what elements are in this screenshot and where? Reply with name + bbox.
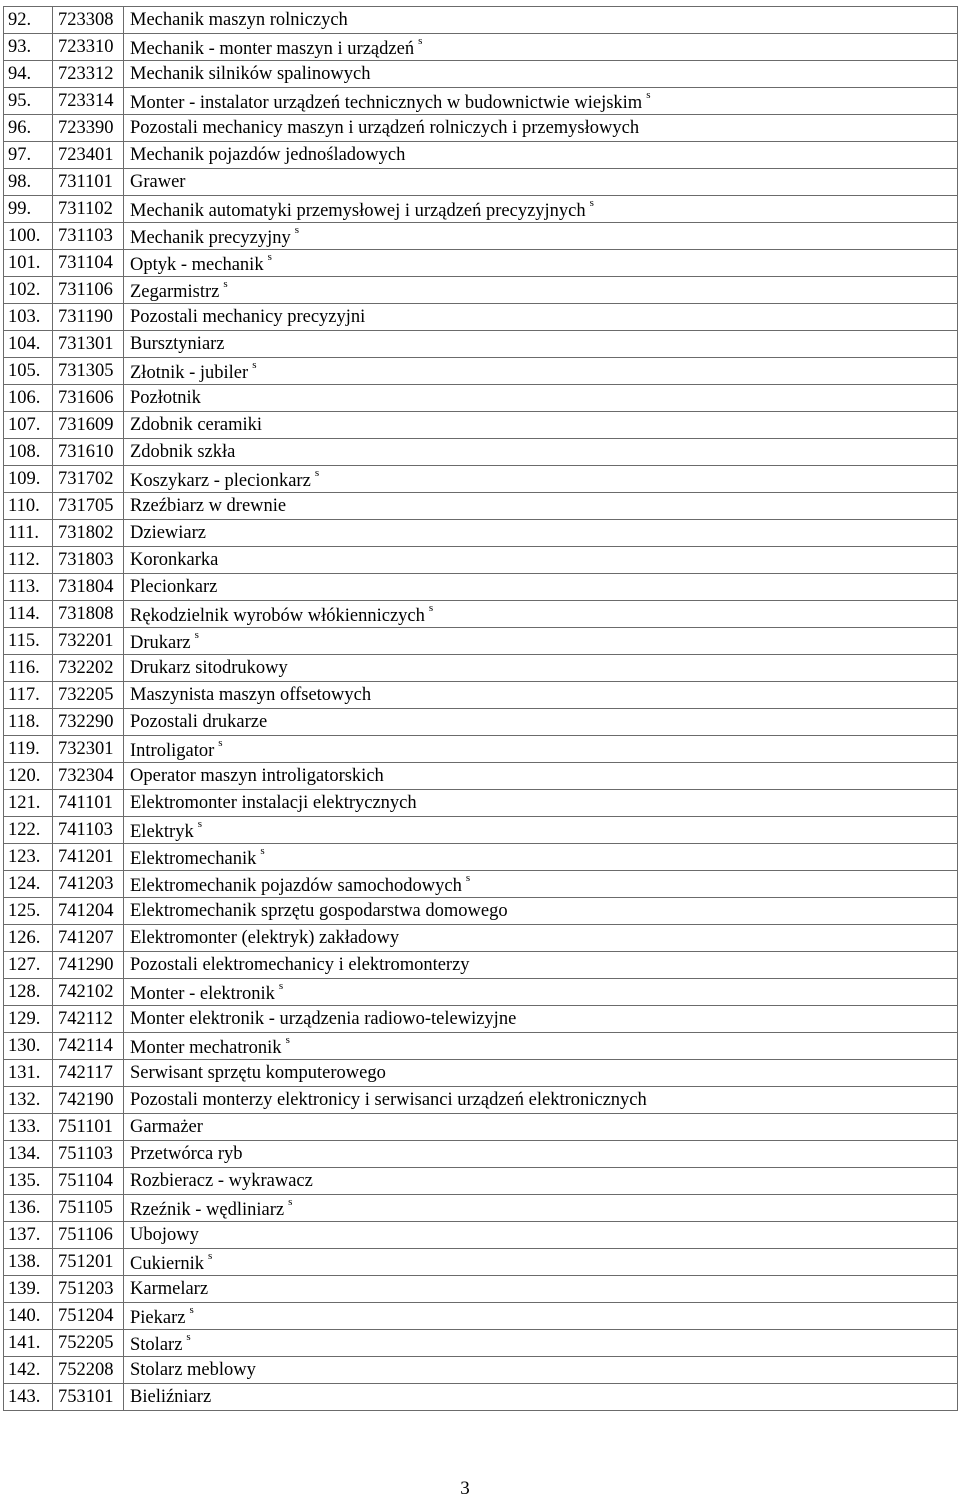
table-row — [4, 817, 958, 844]
occupation-code: 731106 — [53, 277, 124, 304]
footnote-mark: s — [267, 251, 272, 264]
occupation-name-cell — [124, 1006, 958, 1033]
footnote-mark: s — [646, 89, 651, 102]
occupation-name: Optyk - mechanik — [130, 255, 264, 276]
row-number: 102. — [4, 277, 53, 304]
occupation-name: Dziewiarz — [130, 523, 207, 543]
row-number: 131. — [4, 1060, 53, 1087]
row-number: 134. — [4, 1141, 53, 1168]
occupation-name-cell — [124, 898, 958, 925]
occupation-name-cell — [124, 709, 958, 736]
occupation-name: Mechanik pojazdów jednośladowych — [130, 145, 406, 165]
occupation-name: Grawer — [130, 172, 186, 192]
occupation-name: Pozostali monterzy elektronicy i serwisanci urządzeń elektronicznych — [130, 1090, 647, 1110]
occupation-table — [3, 6, 958, 1411]
occupation-name: Ubojowy — [130, 1225, 199, 1245]
occupation-code: 741201 — [53, 844, 124, 871]
occupation-name-cell — [124, 142, 958, 169]
occupation-name: Karmelarz — [130, 1279, 209, 1299]
occupation-name-cell — [124, 115, 958, 142]
table-row — [4, 871, 958, 898]
row-number: 97. — [4, 142, 53, 169]
footnote-mark: s — [418, 35, 423, 48]
occupation-name-cell — [124, 817, 958, 844]
occupation-code: 731609 — [53, 412, 124, 439]
table-row — [4, 520, 958, 547]
occupation-code: 732202 — [53, 655, 124, 682]
occupation-name: Przetwórca ryb — [130, 1144, 243, 1164]
occupation-code: 741203 — [53, 871, 124, 898]
table-row — [4, 196, 958, 223]
table-row — [4, 898, 958, 925]
occupation-code: 731610 — [53, 439, 124, 466]
table-row — [4, 790, 958, 817]
occupation-name: Elektromonter instalacji elektrycznych — [130, 793, 417, 813]
table-row — [4, 601, 958, 628]
occupation-name-cell — [124, 169, 958, 196]
footnote-mark: s — [288, 1196, 293, 1209]
occupation-name: Mechanik automatyki przemysłowej i urządzeń precyzyjnych — [130, 201, 586, 222]
table-row — [4, 1087, 958, 1114]
occupation-name-cell — [124, 385, 958, 412]
occupation-name: Serwisant sprzętu komputerowego — [130, 1063, 386, 1083]
row-number: 139. — [4, 1276, 53, 1303]
occupation-name-cell — [124, 277, 958, 304]
table-row — [4, 1249, 958, 1276]
occupation-name: Elektryk — [130, 822, 194, 843]
footnote-mark: s — [186, 1331, 191, 1344]
occupation-name: Introligator — [130, 741, 215, 762]
table-row — [4, 1357, 958, 1384]
occupation-name: Zdobnik ceramiki — [130, 415, 263, 435]
row-number: 133. — [4, 1114, 53, 1141]
footnote-mark: s — [314, 467, 320, 480]
row-number: 125. — [4, 898, 53, 925]
occupation-code: 741207 — [53, 925, 124, 952]
occupation-code: 751103 — [53, 1141, 124, 1168]
row-number: 118. — [4, 709, 53, 736]
occupation-code: 741101 — [53, 790, 124, 817]
table-row — [4, 547, 958, 574]
occupation-name-cell — [124, 925, 958, 952]
occupation-name-cell — [124, 412, 958, 439]
footnote-mark: s — [218, 737, 223, 750]
occupation-name: Rozbieracz - wykrawacz — [130, 1171, 313, 1191]
table-row — [4, 1033, 958, 1060]
occupation-name: Operator maszyn introligatorskich — [130, 766, 384, 786]
occupation-name-cell — [124, 61, 958, 88]
occupation-code: 731702 — [53, 466, 124, 493]
footnote-mark: s — [208, 1250, 213, 1263]
occupation-name-cell — [124, 736, 958, 763]
occupation-name: Stolarz — [130, 1335, 183, 1356]
occupation-code: 742117 — [53, 1060, 124, 1087]
footnote-mark: s — [260, 845, 265, 858]
occupation-name-cell — [124, 34, 958, 61]
occupation-code: 731101 — [53, 169, 124, 196]
occupation-name: Monter mechatronik — [130, 1038, 282, 1059]
occupation-name-cell — [124, 439, 958, 466]
occupation-name-cell — [124, 1114, 958, 1141]
occupation-name-cell — [124, 547, 958, 574]
row-number: 119. — [4, 736, 53, 763]
occupation-name: Elektromonter (elektryk) zakładowy — [130, 928, 400, 948]
occupation-name: Rękodzielnik wyrobów włókienniczych — [130, 606, 425, 627]
page-number: 3 — [460, 1478, 470, 1499]
occupation-name-cell — [124, 1087, 958, 1114]
occupation-name: Monter - instalator urządzeń technicznych w budownictwie wiejskim — [130, 93, 643, 114]
table-row — [4, 1114, 958, 1141]
occupation-code: 732301 — [53, 736, 124, 763]
occupation-name: Stolarz meblowy — [130, 1360, 256, 1380]
row-number: 99. — [4, 196, 53, 223]
table-row — [4, 277, 958, 304]
occupation-name-cell — [124, 250, 958, 277]
occupation-name-cell — [124, 88, 958, 115]
table-row — [4, 952, 958, 979]
occupation-name-cell — [124, 1222, 958, 1249]
row-number: 126. — [4, 925, 53, 952]
table-row — [4, 574, 958, 601]
occupation-name: Mechanik precyzyjny — [130, 228, 291, 249]
occupation-name-cell — [124, 763, 958, 790]
occupation-name: Mechanik maszyn rolniczych — [130, 10, 348, 30]
occupation-name-cell — [124, 1060, 958, 1087]
occupation-code: 723401 — [53, 142, 124, 169]
table-row — [4, 61, 958, 88]
table-row — [4, 1384, 958, 1411]
row-number: 95. — [4, 88, 53, 115]
occupation-code: 752205 — [53, 1330, 124, 1357]
row-number: 136. — [4, 1195, 53, 1222]
occupation-code: 742112 — [53, 1006, 124, 1033]
occupation-name-cell — [124, 574, 958, 601]
occupation-code: 741204 — [53, 898, 124, 925]
occupation-code: 732304 — [53, 763, 124, 790]
table-row — [4, 7, 958, 34]
occupation-name-cell — [124, 628, 958, 655]
row-number: 121. — [4, 790, 53, 817]
table-row — [4, 682, 958, 709]
table-row — [4, 331, 958, 358]
table-row — [4, 1330, 958, 1357]
table-row — [4, 466, 958, 493]
occupation-name: Maszynista maszyn offsetowych — [130, 685, 372, 705]
occupation-name: Drukarz — [130, 633, 191, 654]
table-row — [4, 250, 958, 277]
table-row — [4, 142, 958, 169]
occupation-name: Pozostali elektromechanicy i elektromonterzy — [130, 955, 470, 975]
table-row — [4, 412, 958, 439]
table-row — [4, 925, 958, 952]
table-row — [4, 1222, 958, 1249]
occupation-name-cell — [124, 844, 958, 871]
occupation-code: 732201 — [53, 628, 124, 655]
row-number: 127. — [4, 952, 53, 979]
occupation-name-cell — [124, 1384, 958, 1411]
occupation-code: 751204 — [53, 1303, 124, 1330]
occupation-code: 751201 — [53, 1249, 124, 1276]
occupation-name-cell — [124, 223, 958, 250]
table-row — [4, 169, 958, 196]
occupation-code: 731103 — [53, 223, 124, 250]
occupation-name-cell — [124, 304, 958, 331]
occupation-name-cell — [124, 196, 958, 223]
row-number: 116. — [4, 655, 53, 682]
table-row — [4, 223, 958, 250]
footnote-mark: s — [197, 818, 202, 831]
row-number: 96. — [4, 115, 53, 142]
row-number: 142. — [4, 1357, 53, 1384]
occupation-name: Koszykarz - plecionkarz — [130, 471, 311, 492]
table-row — [4, 709, 958, 736]
occupation-name-cell — [124, 466, 958, 493]
occupation-name: Złotnik - jubiler — [130, 363, 249, 384]
row-number: 104. — [4, 331, 53, 358]
occupation-name-cell — [124, 358, 958, 385]
row-number: 112. — [4, 547, 53, 574]
table-row — [4, 1006, 958, 1033]
occupation-name: Rzeźbiarz w drewnie — [130, 496, 287, 516]
row-number: 132. — [4, 1087, 53, 1114]
occupation-name: Pozłotnik — [130, 388, 201, 408]
occupation-name-cell — [124, 871, 958, 898]
occupation-name-cell — [124, 1330, 958, 1357]
occupation-name-cell — [124, 1168, 958, 1195]
occupation-name: Zegarmistrz — [130, 282, 220, 303]
footnote-mark: s — [278, 980, 284, 993]
row-number: 94. — [4, 61, 53, 88]
occupation-code: 731705 — [53, 493, 124, 520]
table-row — [4, 358, 958, 385]
occupation-name: Cukiernik — [130, 1254, 204, 1275]
row-number: 100. — [4, 223, 53, 250]
table-row — [4, 844, 958, 871]
occupation-name-cell — [124, 1141, 958, 1168]
occupation-code: 731102 — [53, 196, 124, 223]
row-number: 113. — [4, 574, 53, 601]
occupation-name-cell — [124, 790, 958, 817]
table-row — [4, 439, 958, 466]
table-row — [4, 88, 958, 115]
table-row — [4, 655, 958, 682]
occupation-code: 731802 — [53, 520, 124, 547]
occupation-name-cell — [124, 1249, 958, 1276]
occupation-name: Elektromechanik — [130, 849, 257, 870]
occupation-code: 723390 — [53, 115, 124, 142]
table-row — [4, 34, 958, 61]
row-number: 135. — [4, 1168, 53, 1195]
table-row — [4, 1303, 958, 1330]
occupation-code: 753101 — [53, 1384, 124, 1411]
occupation-code: 723312 — [53, 61, 124, 88]
occupation-code: 742102 — [53, 979, 124, 1006]
row-number: 130. — [4, 1033, 53, 1060]
row-number: 129. — [4, 1006, 53, 1033]
occupation-name-cell — [124, 7, 958, 34]
occupation-code: 751101 — [53, 1114, 124, 1141]
occupation-name-cell — [124, 1195, 958, 1222]
occupation-name: Elektromechanik pojazdów samochodowych — [130, 876, 462, 897]
occupation-code: 731301 — [53, 331, 124, 358]
occupation-name: Pozostali mechanicy maszyn i urządzeń rolniczych i przemysłowych — [130, 118, 640, 138]
occupation-name: Koronkarka — [130, 550, 219, 570]
occupation-code: 731808 — [53, 601, 124, 628]
row-number: 122. — [4, 817, 53, 844]
occupation-code: 731104 — [53, 250, 124, 277]
row-number: 141. — [4, 1330, 53, 1357]
footnote-mark: s — [589, 197, 594, 210]
row-number: 108. — [4, 439, 53, 466]
occupation-name-cell — [124, 1276, 958, 1303]
occupation-table-body — [4, 7, 958, 1411]
occupation-name-cell — [124, 331, 958, 358]
occupation-name-cell — [124, 493, 958, 520]
occupation-name: Monter - elektronik — [130, 984, 275, 1005]
row-number: 123. — [4, 844, 53, 871]
table-row — [4, 628, 958, 655]
occupation-code: 723314 — [53, 88, 124, 115]
occupation-name: Bursztyniarz — [130, 334, 225, 354]
occupation-name-cell — [124, 1303, 958, 1330]
row-number: 101. — [4, 250, 53, 277]
occupation-name: Mechanik silników spalinowych — [130, 64, 371, 84]
occupation-name-cell — [124, 1033, 958, 1060]
occupation-name-cell — [124, 1357, 958, 1384]
occupation-code: 751106 — [53, 1222, 124, 1249]
table-row — [4, 1195, 958, 1222]
row-number: 114. — [4, 601, 53, 628]
occupation-name: Elektromechanik sprzętu gospodarstwa domowego — [130, 901, 508, 921]
table-row — [4, 763, 958, 790]
occupation-name-cell — [124, 655, 958, 682]
table-row — [4, 1276, 958, 1303]
occupation-name: Bieliźniarz — [130, 1387, 212, 1407]
row-number: 107. — [4, 412, 53, 439]
footnote-mark: s — [285, 1034, 290, 1047]
occupation-name: Pozostali drukarze — [130, 712, 268, 732]
row-number: 138. — [4, 1249, 53, 1276]
occupation-name-cell — [124, 952, 958, 979]
occupation-code: 742114 — [53, 1033, 124, 1060]
occupation-name: Rzeźnik - wędliniarz — [130, 1200, 285, 1221]
occupation-code: 751105 — [53, 1195, 124, 1222]
row-number: 109. — [4, 466, 53, 493]
footnote-mark: s — [194, 629, 199, 642]
occupation-code: 741290 — [53, 952, 124, 979]
row-number: 93. — [4, 34, 53, 61]
row-number: 98. — [4, 169, 53, 196]
row-number: 117. — [4, 682, 53, 709]
occupation-code: 751104 — [53, 1168, 124, 1195]
table-row — [4, 1141, 958, 1168]
occupation-code: 731606 — [53, 385, 124, 412]
occupation-name: Piekarz — [130, 1308, 186, 1329]
footnote-mark: s — [294, 224, 300, 237]
row-number: 120. — [4, 763, 53, 790]
occupation-name: Drukarz sitodrukowy — [130, 658, 288, 678]
occupation-code: 731305 — [53, 358, 124, 385]
occupation-name: Zdobnik szkła — [130, 442, 236, 462]
occupation-name: Mechanik - monter maszyn i urządzeń — [130, 39, 415, 60]
occupation-name: Plecionkarz — [130, 577, 218, 597]
footnote-mark: s — [252, 359, 257, 372]
table-row — [4, 736, 958, 763]
occupation-code: 752208 — [53, 1357, 124, 1384]
occupation-name-cell — [124, 682, 958, 709]
table-row — [4, 979, 958, 1006]
occupation-code: 723310 — [53, 34, 124, 61]
row-number: 111. — [4, 520, 53, 547]
occupation-code: 723308 — [53, 7, 124, 34]
occupation-name-cell — [124, 979, 958, 1006]
row-number: 140. — [4, 1303, 53, 1330]
row-number: 103. — [4, 304, 53, 331]
occupation-code: 742190 — [53, 1087, 124, 1114]
occupation-code: 732290 — [53, 709, 124, 736]
row-number: 137. — [4, 1222, 53, 1249]
footnote-mark: s — [189, 1304, 194, 1317]
occupation-code: 732205 — [53, 682, 124, 709]
table-row — [4, 1060, 958, 1087]
occupation-code: 731804 — [53, 574, 124, 601]
occupation-name-cell — [124, 601, 958, 628]
row-number: 124. — [4, 871, 53, 898]
row-number: 143. — [4, 1384, 53, 1411]
row-number: 128. — [4, 979, 53, 1006]
occupation-code: 751203 — [53, 1276, 124, 1303]
row-number: 115. — [4, 628, 53, 655]
occupation-name: Garmażer — [130, 1117, 203, 1137]
occupation-code: 731803 — [53, 547, 124, 574]
row-number: 110. — [4, 493, 53, 520]
table-row — [4, 115, 958, 142]
table-row — [4, 304, 958, 331]
row-number: 92. — [4, 7, 53, 34]
occupation-code: 731190 — [53, 304, 124, 331]
table-row — [4, 385, 958, 412]
table-row — [4, 493, 958, 520]
row-number: 105. — [4, 358, 53, 385]
occupation-name: Monter elektronik - urządzenia radiowo-telewizyjne — [130, 1009, 517, 1029]
footnote-mark: s — [465, 872, 471, 885]
row-number: 106. — [4, 385, 53, 412]
occupation-code: 741103 — [53, 817, 124, 844]
footnote-mark: s — [428, 602, 434, 615]
occupation-name-cell — [124, 520, 958, 547]
occupation-name: Pozostali mechanicy precyzyjni — [130, 307, 366, 327]
table-row — [4, 1168, 958, 1195]
footnote-mark: s — [223, 278, 228, 291]
